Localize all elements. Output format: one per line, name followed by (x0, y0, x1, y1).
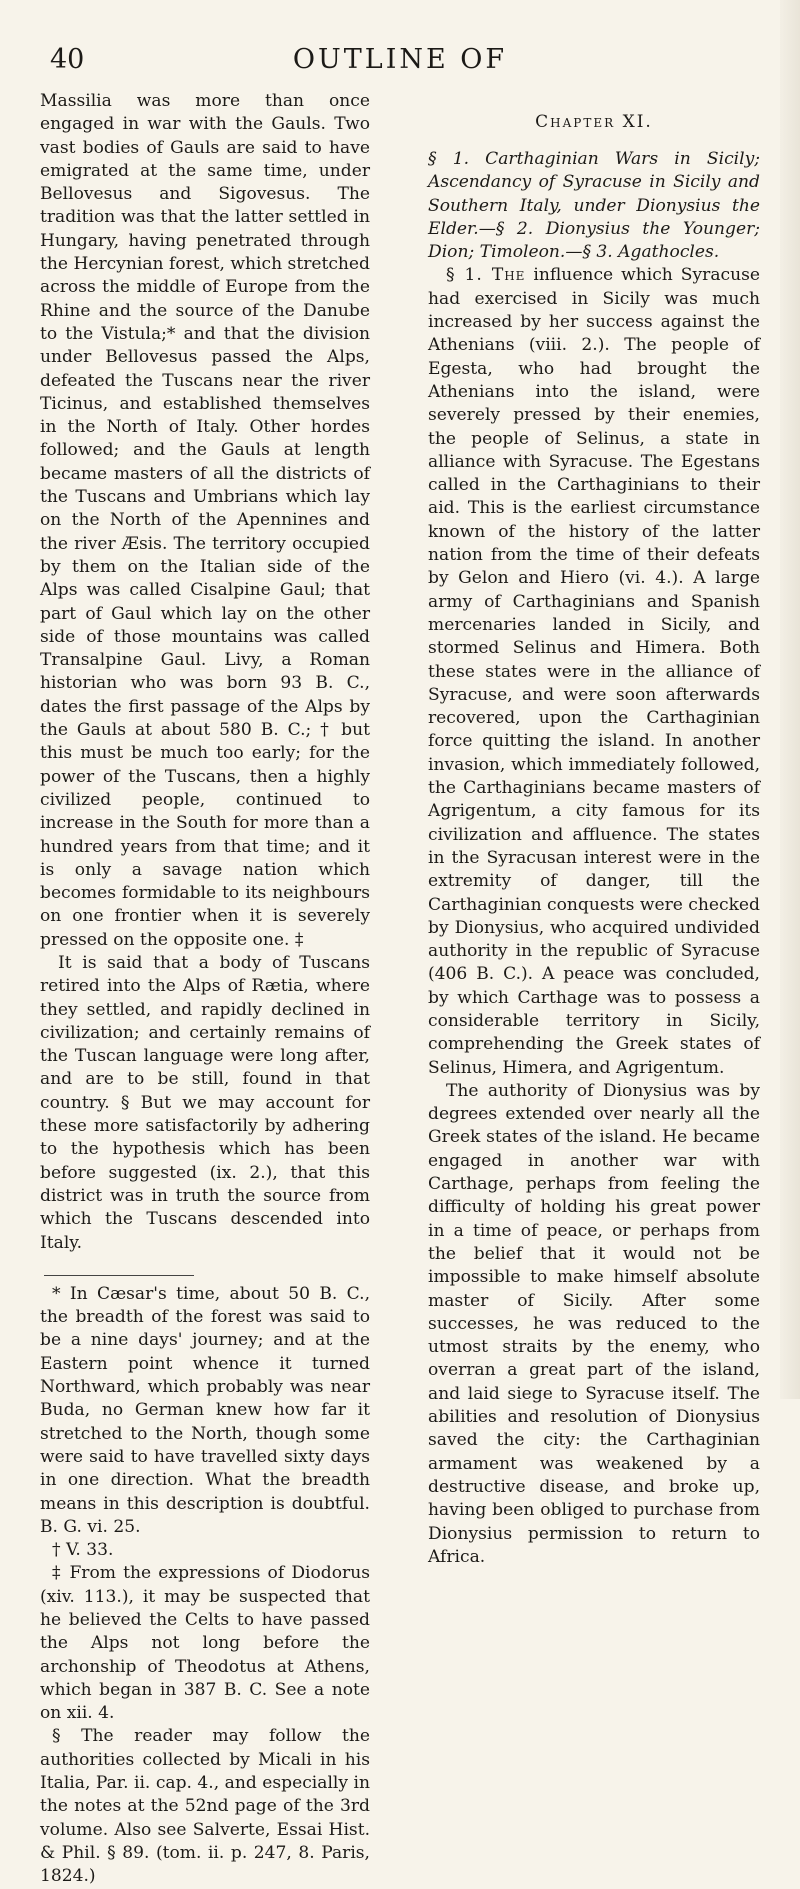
body-paragraph-2: It is said that a body of Tuscans retired into the Alps of Rætia, where they settled, and rapidly declined in civilization; and certainly remains of the Tuscan language were long after, and are to be still, found in that country. § But we may account for these more satisfactorily by adhering to the hypothesis which has been before suggested (ix. 2.), that this district was in truth the source from which the Tuscans descended into Italy. (40, 952, 370, 1253)
left-column (40, 90, 370, 1889)
footnote-1: * In Cæsar's time, about 50 B. C., the breadth of the forest was said to be a nine days' journey; and at the Eastern point whence it turned Northward, which probably was near Buda, no German knew how far it stretched to the North, though some were said to have travelled sixty days in one direction. What the breadth means in this description is doubtful. B. G. vi. 25. (40, 1283, 370, 1537)
section-lead: § 1. The (446, 265, 526, 286)
footnote-2: † V. 33. (52, 1540, 114, 1561)
section-1-text: influence which Syracuse had exercised in Sicily was much increased by her success against the Athenians (viii. 2.). The people of Egesta, who had brought the Athenians into the island, were severely pressed by their enemies, the people of Selinus, a state in alliance with Syracuse. The Egestans called in the Carthaginians to their aid. This is the earliest circumstance known of the history of the latter nation from the time of their defeats by Gelon and Hiero (vi. 4.). A large army of Carthaginians and Spanish mercenaries landed in Sicily, and stormed Selinus and Himera. Both these states were in the alliance of Syracuse, and were soon afterwards recovered, upon the Carthaginian force quitting the island. In another invasion, which immediately followed, the Carthaginians became masters of Agrigentum, a city famous for its civilization and affluence. The states in the Syracusan interest were in the extremity of danger, till the Carthaginian conquests were checked by Dionysius, who acquired undivided authority in the republic of Syracuse (406 B. C.). A peace was concluded, by which Carthage was to possess a considerable territory in Sicily, comprehending the Greek states of Selinus, Himera, and Agrigentum. (428, 265, 760, 1078)
page-edge-shadow (780, 0, 800, 1399)
section-1-paragraph (428, 264, 760, 1079)
section-1-paragraph-2: The authority of Dionysius was by degrees extended over nearly all the Greek states of the island. He became engaged in another war with Carthage, perhaps from feeling the difficulty of holding his great power in a time of peace, or perhaps from the belief that it would not be impossible to make himself absolute master of Sicily. After some successes, he was reduced to the utmost straits by the enemy, who overran a great part of the island, and laid siege to Syracuse itself. The abilities and resolution of Dionysius saved the city: the Carthaginian armament was weakened by a destructive disease, and broke up, having been obliged to purchase from Dionysius permission to return to Africa. (428, 1080, 760, 1567)
chapter-contents: § 1. Carthaginian Wars in Sicily; Ascendancy of Syracuse in Sicily and Southern Italy, under Dionysius the Elder.—§ 2. Dionysius the Younger; Dion; Timoleon.—§ 3. Agathocles. (428, 149, 760, 263)
chapter-heading: Chapter XI. (535, 112, 653, 132)
page-number: 40 (50, 44, 85, 75)
body-paragraph-1: Massilia was more than once engaged in war with the Gauls. Two vast bodies of Gauls are said to have emigrated at the same time, under Bellovesus and Sigovesus. The tradition was that the latter settled in Hungary, having penetrated through the Hercynian forest, which stretched across the middle of Europe from the Rhine and the source of the Danube to the Vistula;* and that the division under Bellovesus passed the Alps, defeated the Tuscans near the river Ticinus, and established themselves in the North of Italy. Other hordes followed; and the Gauls at length became masters of all the districts of the Tuscans and Umbrians which lay on the North of the Apennines and the river Æsis. The territory occupied by them on the Italian side of the Alps was called Cisalpine Gaul; that part of Gaul which lay on the other side of those mountains was called Transalpine Gaul. Livy, a Roman historian who was born 93 B. C., dates the first passage of the Alps by the Gauls at about 580 B. C.; † but this must be much too early; for the power of the Tuscans, then a highly civilized people, continued to increase in the South for more than a hundred years from that time; and it is only a savage nation which becomes formidable to its neighbours on one frontier when it is severely pressed on the opposite one. ‡ (40, 91, 370, 950)
running-title: OUTLINE OF (292, 44, 508, 75)
footnote-rule (44, 1275, 194, 1276)
right-column (428, 90, 760, 1569)
footnote-3: ‡ From the expressions of Diodorus (xiv. 113.), it may be suspected that he believed the Celts to have passed the Alps not long before the archonship of Theodotus at Athens, which began in 387 B. C. See a note on xii. 4. (40, 1563, 370, 1724)
footnote-4: § The reader may follow the authorities collected by Micali in his Italia, Par. ii. cap. 4., and especially in the notes at the 52nd page of the 3rd volume. Also see Salverte, Essai Hist. & Phil. § 89. (tom. ii. p. 247, 8. Paris, 1824.) (40, 1726, 370, 1887)
